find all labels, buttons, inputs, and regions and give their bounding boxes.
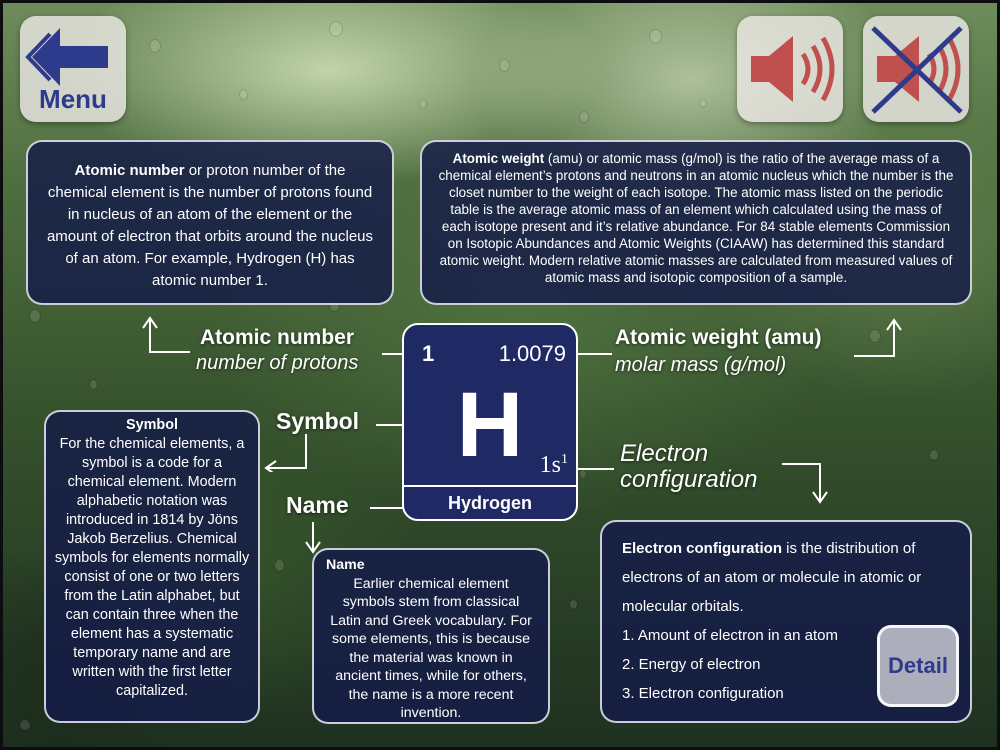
back-arrow-icon	[20, 22, 126, 92]
name-info-panel	[312, 548, 550, 724]
electron-config-info-paragraph	[622, 534, 950, 621]
sound-off-button[interactable]	[863, 16, 969, 122]
symbol-callout-title: Symbol	[276, 408, 360, 434]
electron-config-arrow-icon	[780, 458, 840, 508]
menu-button[interactable]	[20, 16, 126, 122]
electron-config-item: 1. Amount of electron in an atom	[622, 627, 838, 644]
element-name: Hydrogen	[447, 493, 532, 513]
menu-label: Menu	[39, 84, 107, 114]
atomic-number-info-term: Atomic number	[74, 162, 185, 179]
symbol-info-heading: Symbol	[126, 417, 178, 433]
electron-configuration-base: 1s	[539, 452, 561, 478]
symbol-info-panel	[44, 410, 260, 723]
electron-configuration-value	[540, 452, 568, 479]
atomic-weight-info-term: Atomic weight	[452, 151, 545, 166]
atomic-weight-info-panel	[420, 140, 972, 305]
detail-button[interactable]	[877, 625, 959, 707]
sound-on-button[interactable]	[737, 16, 843, 122]
atomic-weight-callout-title: Atomic weight (amu)	[615, 326, 822, 349]
electron-config-item: 2. Energy of electron	[622, 656, 761, 673]
speaker-muted-icon	[863, 16, 969, 122]
symbol-arrow-icon	[262, 432, 322, 472]
atomic-weight-info-text: (amu) or atomic mass (g/mol) is the ratio of the average mass of a chemical element’s protons and neutrons in an atomic nucleus which the number is the closet number to the weight of each isotope. The atomic mass listed on the periodic table is the average atomic mass of an element which calculated using the mass of each isotope present and it’s relative abundance. For 84 stable elements Commission on Isotopic Abundances and Atomic Weights (CIAAW) has determined this standard atomic weight. Modern relative atomic masses are calculated from measured values of atomic mass and isotopic composition of a sample.	[438, 151, 954, 285]
electron-configuration-exponent: 1	[561, 452, 568, 467]
atomic-number-arrow-icon	[140, 312, 200, 362]
atomic-number-value: 1	[422, 341, 435, 366]
tile-divider	[404, 485, 576, 487]
detail-button-label: Detail	[888, 653, 948, 678]
electron-config-callout-line2: configuration	[620, 466, 758, 493]
atomic-weight-connector	[576, 353, 612, 355]
atomic-number-callout-subtitle: number of protons	[196, 352, 359, 374]
atomic-number-callout-title: Atomic number	[200, 326, 355, 349]
name-callout-title: Name	[286, 492, 349, 518]
atomic-weight-callout-subtitle: molar mass (g/mol)	[615, 354, 787, 376]
speaker-icon	[737, 16, 843, 122]
electron-config-info-text: is the distribution of electrons of an atom or molecule in atomic or molecular orbitals.	[622, 540, 922, 615]
atomic-number-info-panel	[26, 140, 394, 305]
atomic-number-info-text: or proton number of the chemical element is the number of protons found in nucleus of an atom of the element or the amount of electron that orbits around the nucleus of an atom. For example, Hydrogen (H) has atomic number 1.	[46, 162, 374, 289]
atomic-weight-value: 1.0079	[498, 341, 566, 366]
element-symbol: H	[456, 374, 524, 476]
symbol-info-text: For the chemical elements, a symbol is a code for a chemical element. Modern alphabetic notation was introduced in 1814 by Jöns Jakob Berzelius. Chemical symbols for elements normally consist of one or two letters from the Latin alphabet, but can contain three when the element has a systematic temporary name and are written with the first letter capitalized.	[54, 436, 250, 699]
electron-config-item: 3. Electron configuration	[622, 685, 784, 702]
electron-config-connector	[578, 468, 614, 470]
atomic-weight-arrow-icon	[850, 312, 910, 362]
electron-config-callout-line1: Electron	[620, 440, 709, 467]
electron-config-info-term: Electron configuration	[622, 540, 783, 557]
element-tile	[402, 323, 578, 521]
name-info-text: Earlier chemical element symbols stem from classical Latin and Greek vocabulary. For some elements, this is because the material was known in ancient times, while for others, the name is a more recent invention.	[330, 575, 532, 721]
name-info-heading: Name	[326, 557, 365, 573]
